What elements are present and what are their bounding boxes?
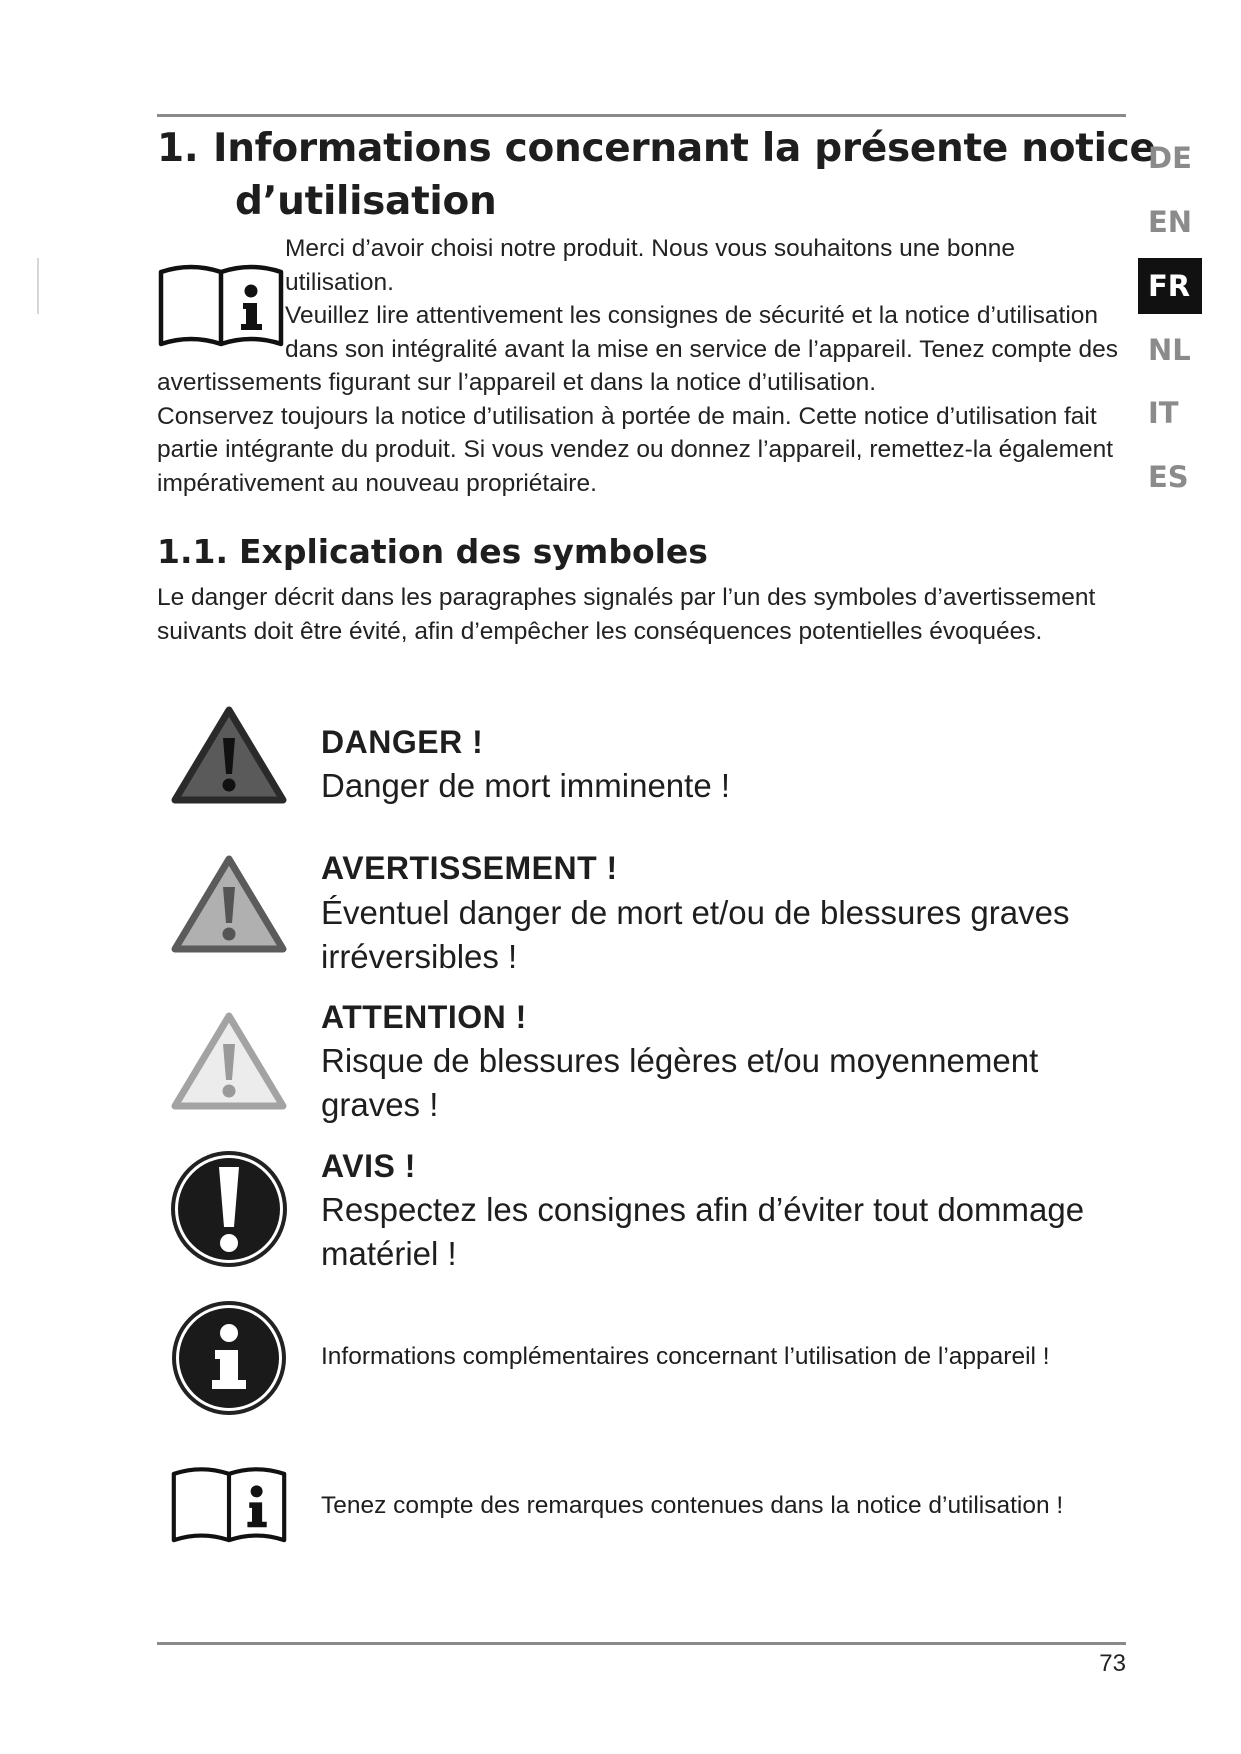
section-number: 1. xyxy=(157,126,199,171)
symbols-intro: Le danger décrit dans les paragraphes signalés par l’un des symboles d’avertissement suivants doit être évité, afin d’empêcher les conséquences potentielles évoquées. xyxy=(157,584,1096,645)
page-number: 73 xyxy=(1099,1650,1126,1677)
manual-book-icon xyxy=(170,1461,288,1553)
avis-title: AVIS ! xyxy=(321,1148,416,1184)
intro-section xyxy=(157,232,1129,500)
manual-book-icon xyxy=(157,258,285,358)
avertissement-title: AVERTISSEMENT ! xyxy=(321,850,618,886)
avertissement-description: Éventuel danger de mort et/ou de blessures graves irréversibles ! xyxy=(321,894,1070,975)
subsection-number: 1.1. xyxy=(157,532,228,571)
title-line-1: Informations concernant la présente notice xyxy=(213,126,1156,171)
margin-mark xyxy=(37,258,39,314)
warning-triangle-dark-icon xyxy=(170,704,288,806)
intro-paragraph-1: Merci d’avoir choisi notre produit. Nous vous souhaitons une bonne utilisation. xyxy=(285,235,1015,296)
manual-description: Tenez compte des remarques contenues dans la notice d’utilisation ! xyxy=(321,1492,1064,1519)
title-line-2: d’utilisation xyxy=(235,179,497,224)
info-description: Informations complémentaires concernant l’utilisation de l’appareil ! xyxy=(321,1343,1050,1370)
danger-title: DANGER ! xyxy=(321,724,484,760)
bottom-rule xyxy=(157,1642,1126,1645)
subsection-title xyxy=(157,530,708,574)
info-circle-icon xyxy=(171,1300,287,1416)
warning-triangle-medium-icon xyxy=(170,853,288,955)
avis-description: Respectez les consignes afin d’éviter tout dommage matériel ! xyxy=(321,1191,1085,1272)
lang-tab-en[interactable]: EN xyxy=(1148,205,1193,239)
lang-tab-it[interactable]: IT xyxy=(1148,396,1179,430)
top-rule xyxy=(157,114,1126,117)
danger-description: Danger de mort imminente ! xyxy=(321,767,731,804)
intro-paragraph-2: Veuillez lire attentivement les consignes de sécurité et la notice d’utilisation dans son intégralité avant la mise en service de l’appareil. Tenez compte des avertissements figurant sur l’appareil et dans la notice d’utilisation. xyxy=(157,302,1119,396)
subsection-title-text: Explication des symboles xyxy=(239,532,708,571)
lang-tab-fr[interactable]: FR xyxy=(1138,258,1202,314)
attention-description: Risque de blessures légères et/ou moyennement graves ! xyxy=(321,1042,1039,1123)
lang-tab-de[interactable]: DE xyxy=(1148,141,1192,175)
lang-tab-es[interactable]: ES xyxy=(1148,460,1189,494)
intro-paragraph-3: Conservez toujours la notice d’utilisation à portée de main. Cette notice d’utilisation fait partie intégrante du produit. Si vous vendez ou donnez l’appareil, remettez-la également impérativement au nouveau propriétaire. xyxy=(157,402,1114,497)
lang-tab-nl[interactable]: NL xyxy=(1148,333,1191,367)
attention-title: ATTENTION ! xyxy=(321,999,527,1035)
warning-triangle-light-icon xyxy=(170,1010,288,1112)
exclamation-circle-icon xyxy=(169,1149,289,1269)
